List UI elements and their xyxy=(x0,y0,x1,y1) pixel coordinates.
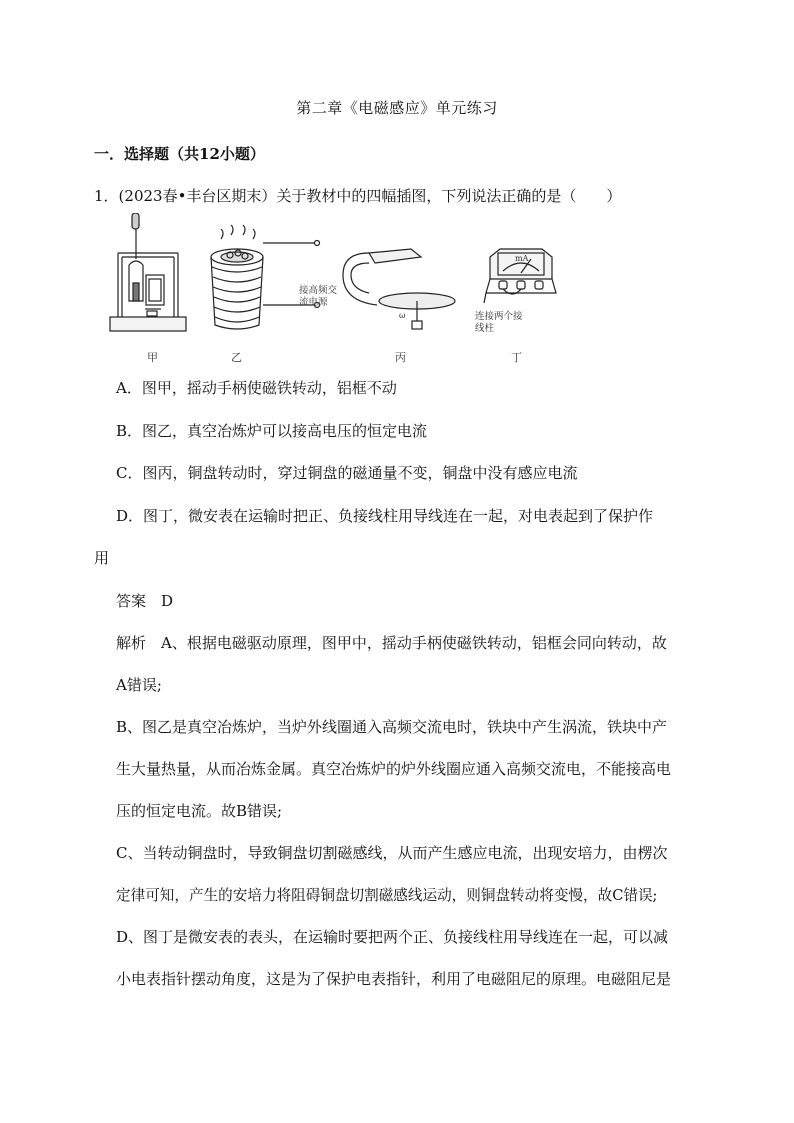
analysis-line: 生大量热量，从而冶炼金属。真空冶炼炉的炉外线圈应通入高频交流电，不能接高电 xyxy=(116,760,672,778)
analysis-line: A错误; xyxy=(116,676,162,694)
section-heading: 一．选择题（共12小题） xyxy=(94,145,265,163)
analysis-line: B、图乙是真空冶炼炉，当炉外线圈通入高频交流电时，铁块中产生涡流，铁块中产 xyxy=(116,718,668,736)
figure-label-yi: 乙 xyxy=(231,351,242,364)
analysis-line: C、当转动铜盘时，导致铜盘切割磁感线，从而产生感应电流，出现安培力，由楞次 xyxy=(116,844,668,862)
question-stem: 1．(2023春•丰台区期末）关于教材中的四幅插图，下列说法正确的是（ ） xyxy=(94,187,622,205)
meter-unit-label: mA xyxy=(515,254,529,263)
answer: 答案 D xyxy=(116,592,174,610)
page-title: 第二章《电磁感应》单元练习 xyxy=(296,99,498,117)
option-d: D．图丁，微安表在运输时把正、负接线柱用导线连在一起，对电表起到了保护作 xyxy=(116,507,654,525)
analysis-line: 小电表指针摆动角度，这是为了保护电表指针，利用了电磁阻尼的原理。电磁阻尼是 xyxy=(116,970,672,988)
figure-yi xyxy=(211,225,320,329)
analysis-line: 定律可知，产生的安培力将阻碍铜盘切割磁感线运动，则铜盘转动将变慢，故C错误; xyxy=(116,887,658,904)
option-c: C．图丙，铜盘转动时，穿过铜盘的磁通量不变，铜盘中没有感应电流 xyxy=(116,464,578,482)
figure-ding-note-line: 线柱 xyxy=(475,323,495,334)
analysis-line: 解析 A、根据电磁驱动原理，图甲中，摇动手柄使磁铁转动，铝框会同向转动，故 xyxy=(116,634,667,652)
figure-jia xyxy=(110,213,186,331)
figure-label-jia: 甲 xyxy=(147,351,158,364)
option-d-continued: 用 xyxy=(94,549,110,567)
figure-label-bing: 丙 xyxy=(395,351,406,364)
figure-label-ding: 丁 xyxy=(511,351,522,364)
figure-yi-note-line: 接高频交 xyxy=(299,285,338,296)
omega-label: ω xyxy=(399,311,406,320)
figure-ding-note xyxy=(475,311,523,335)
analysis-line: D、图丁是微安表的表头，在运输时要把两个正、负接线柱用导线连在一起，可以减 xyxy=(116,928,669,946)
analysis-line: 压的恒定电流。故B错误; xyxy=(116,802,283,820)
option-b: B．图乙，真空冶炼炉可以接高电压的恒定电流 xyxy=(116,422,428,440)
figure-group xyxy=(105,213,565,363)
figure-ding-note-line: 连接两个接 xyxy=(475,311,523,322)
figure-yi-note xyxy=(299,285,337,309)
figure-yi-note-line: 流电源 xyxy=(299,297,328,308)
option-a: A．图甲，摇动手柄使磁铁转动，铝框不动 xyxy=(116,379,397,397)
